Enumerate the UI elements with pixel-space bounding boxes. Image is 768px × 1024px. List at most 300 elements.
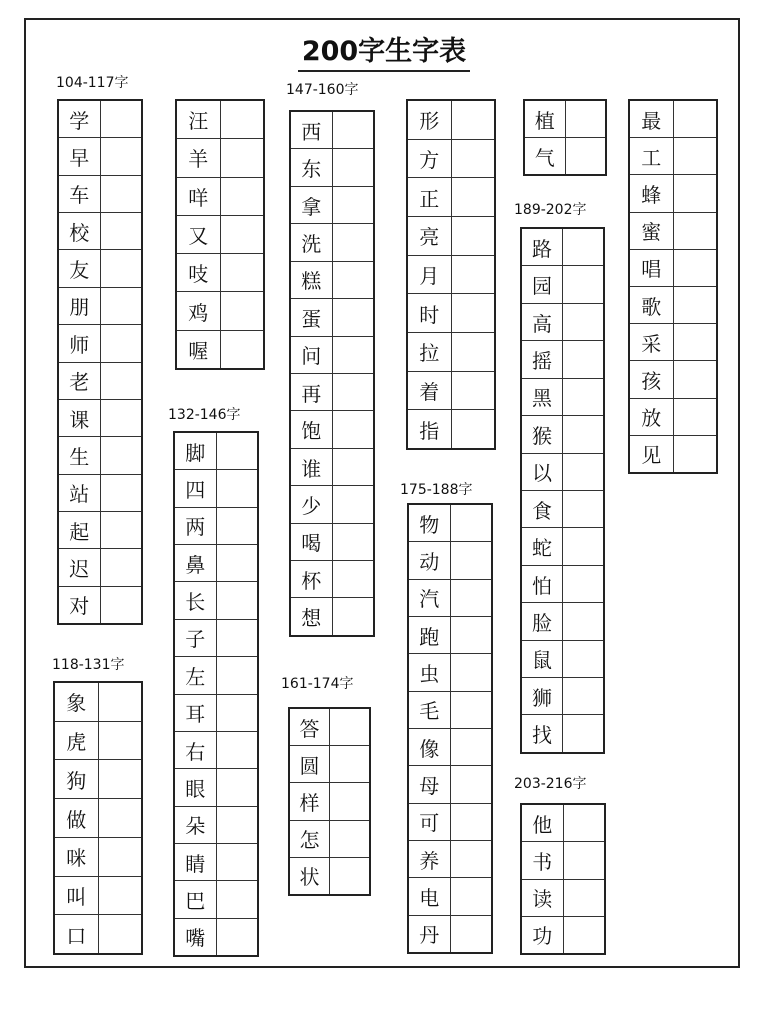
- char-row: [522, 378, 603, 415]
- practice-cell: [674, 101, 717, 137]
- char-grid-block: [53, 681, 143, 955]
- char-row: [291, 112, 373, 148]
- practice-cell: [452, 101, 495, 139]
- char-row: [408, 177, 494, 216]
- practice-cell: [101, 475, 142, 511]
- char-row: [291, 148, 373, 185]
- character-cell: 唱: [630, 250, 674, 286]
- character-cell: 拿: [291, 187, 333, 223]
- character-cell: 可: [409, 804, 451, 840]
- practice-cell: [674, 175, 717, 211]
- character-cell: 拉: [408, 333, 452, 371]
- character-cell: 咩: [177, 178, 221, 215]
- char-row: [177, 291, 263, 329]
- practice-cell: [99, 838, 142, 876]
- character-cell: 朋: [59, 288, 101, 324]
- group-label: 132-146字: [168, 407, 241, 423]
- practice-cell: [217, 620, 258, 656]
- practice-cell: [674, 138, 717, 174]
- char-row: [291, 448, 373, 485]
- char-row: [59, 399, 141, 436]
- char-grid-block: [175, 99, 265, 370]
- char-row: [522, 879, 604, 916]
- practice-cell: [563, 304, 603, 340]
- char-row: [409, 728, 491, 765]
- practice-cell: [674, 361, 717, 397]
- character-cell: 谁: [291, 449, 333, 485]
- character-cell: 园: [522, 266, 563, 302]
- practice-cell: [330, 821, 369, 857]
- character-cell: 指: [408, 410, 452, 448]
- practice-cell: [333, 411, 374, 447]
- practice-cell: [451, 916, 492, 952]
- char-row: [175, 768, 257, 805]
- character-cell: 想: [291, 598, 333, 634]
- char-row: [177, 177, 263, 215]
- practice-cell: [563, 678, 603, 714]
- character-cell: 课: [59, 400, 101, 436]
- char-row: [630, 212, 716, 249]
- char-row: [290, 857, 369, 894]
- practice-cell: [217, 732, 258, 768]
- character-cell: 最: [630, 101, 674, 137]
- char-row: [55, 683, 141, 721]
- character-cell: 车: [59, 176, 101, 212]
- char-row: [291, 560, 373, 597]
- char-row: [409, 616, 491, 653]
- char-row: [291, 597, 373, 634]
- practice-cell: [101, 437, 142, 473]
- group-label: 161-174字: [281, 676, 354, 692]
- practice-cell: [452, 294, 495, 332]
- char-row: [55, 876, 141, 915]
- character-cell: 读: [522, 880, 564, 916]
- practice-cell: [563, 454, 603, 490]
- character-cell: 问: [291, 337, 333, 373]
- char-row: [291, 298, 373, 335]
- practice-cell: [221, 331, 264, 368]
- character-cell: 摇: [522, 341, 563, 377]
- char-row: [55, 837, 141, 876]
- character-cell: 少: [291, 486, 333, 522]
- char-row: [290, 820, 369, 857]
- practice-cell: [217, 769, 258, 805]
- char-row: [177, 330, 263, 368]
- character-cell: 嘴: [175, 919, 217, 955]
- practice-cell: [217, 433, 258, 469]
- char-row: [291, 223, 373, 260]
- char-row: [290, 709, 369, 745]
- char-row: [59, 436, 141, 473]
- character-cell: 见: [630, 436, 674, 472]
- character-cell: 汪: [177, 101, 221, 138]
- character-cell: 以: [522, 454, 563, 490]
- character-cell: 蛋: [291, 299, 333, 335]
- char-row: [522, 841, 604, 878]
- practice-cell: [674, 287, 717, 323]
- character-cell: 做: [55, 799, 99, 837]
- character-cell: 功: [522, 917, 564, 953]
- char-row: [291, 523, 373, 560]
- practice-cell: [221, 139, 264, 176]
- practice-cell: [101, 512, 142, 548]
- character-cell: 眼: [175, 769, 217, 805]
- practice-cell: [563, 341, 603, 377]
- practice-cell: [451, 617, 492, 653]
- character-cell: 狗: [55, 760, 99, 798]
- practice-cell: [333, 112, 374, 148]
- practice-cell: [564, 842, 605, 878]
- practice-cell: [452, 256, 495, 294]
- char-row: [59, 175, 141, 212]
- character-cell: 脚: [175, 433, 217, 469]
- character-cell: 毛: [409, 692, 451, 728]
- char-row: [175, 581, 257, 618]
- group-label: 189-202字: [514, 202, 587, 218]
- character-cell: 长: [175, 582, 217, 618]
- practice-cell: [221, 254, 264, 291]
- character-cell: 站: [59, 475, 101, 511]
- character-cell: 虎: [55, 722, 99, 760]
- character-cell: 口: [55, 915, 99, 953]
- page-title: 200字生字表: [0, 36, 768, 72]
- practice-cell: [221, 216, 264, 253]
- practice-cell: [217, 582, 258, 618]
- character-cell: 象: [55, 683, 99, 721]
- practice-cell: [101, 213, 142, 249]
- character-cell: 鼻: [175, 545, 217, 581]
- character-cell: 糕: [291, 262, 333, 298]
- char-row: [630, 101, 716, 137]
- practice-cell: [333, 262, 374, 298]
- char-row: [290, 782, 369, 819]
- character-cell: 月: [408, 256, 452, 294]
- character-cell: 睛: [175, 844, 217, 880]
- char-row: [59, 511, 141, 548]
- character-cell: 状: [290, 858, 330, 894]
- char-row: [522, 490, 603, 527]
- practice-cell: [333, 486, 374, 522]
- character-cell: 他: [522, 805, 564, 841]
- character-cell: 朵: [175, 807, 217, 843]
- char-grid-block: [520, 227, 605, 754]
- character-cell: 杯: [291, 561, 333, 597]
- char-row: [525, 101, 605, 137]
- char-row: [177, 253, 263, 291]
- character-cell: 样: [290, 783, 330, 819]
- practice-cell: [563, 641, 603, 677]
- character-cell: 动: [409, 542, 451, 578]
- char-grid-block: [289, 110, 375, 637]
- character-cell: 学: [59, 101, 101, 137]
- char-row: [522, 916, 604, 953]
- group-label: 147-160字: [286, 82, 359, 98]
- char-row: [630, 435, 716, 472]
- char-row: [291, 186, 373, 223]
- char-row: [630, 360, 716, 397]
- character-cell: 答: [290, 709, 330, 745]
- character-cell: 路: [522, 229, 563, 265]
- char-grid-block: [628, 99, 718, 474]
- practice-cell: [674, 213, 717, 249]
- practice-cell: [333, 337, 374, 373]
- character-cell: 蜂: [630, 175, 674, 211]
- practice-cell: [101, 176, 142, 212]
- practice-cell: [674, 436, 717, 472]
- practice-cell: [451, 766, 492, 802]
- char-row: [55, 798, 141, 837]
- character-cell: 物: [409, 505, 451, 541]
- char-row: [409, 579, 491, 616]
- character-cell: 脸: [522, 603, 563, 639]
- character-cell: 友: [59, 250, 101, 286]
- practice-cell: [564, 917, 605, 953]
- char-grid-block: [173, 431, 259, 957]
- char-grid-block: [523, 99, 607, 176]
- practice-cell: [101, 250, 142, 286]
- character-cell: 东: [291, 149, 333, 185]
- character-cell: 鸡: [177, 292, 221, 329]
- char-row: [522, 303, 603, 340]
- practice-cell: [452, 333, 495, 371]
- character-cell: 怎: [290, 821, 330, 857]
- character-cell: 鼠: [522, 641, 563, 677]
- practice-cell: [451, 542, 492, 578]
- character-cell: 丹: [409, 916, 451, 952]
- practice-cell: [99, 915, 142, 953]
- char-row: [409, 653, 491, 690]
- char-row: [59, 474, 141, 511]
- practice-cell: [333, 187, 374, 223]
- practice-cell: [563, 715, 603, 751]
- char-row: [291, 336, 373, 373]
- char-row: [522, 714, 603, 751]
- practice-cell: [221, 178, 264, 215]
- char-row: [290, 745, 369, 782]
- char-row: [291, 373, 373, 410]
- practice-cell: [217, 657, 258, 693]
- practice-cell: [221, 292, 264, 329]
- character-cell: 放: [630, 399, 674, 435]
- char-row: [59, 101, 141, 137]
- practice-cell: [451, 654, 492, 690]
- char-row: [408, 332, 494, 371]
- character-cell: 亮: [408, 217, 452, 255]
- practice-cell: [99, 722, 142, 760]
- practice-cell: [566, 101, 606, 137]
- char-row: [522, 527, 603, 564]
- char-row: [175, 880, 257, 917]
- char-grid-block: [407, 503, 493, 954]
- practice-cell: [217, 470, 258, 506]
- character-cell: 母: [409, 766, 451, 802]
- char-row: [522, 265, 603, 302]
- character-cell: 形: [408, 101, 452, 139]
- practice-cell: [99, 799, 142, 837]
- practice-cell: [333, 299, 374, 335]
- practice-cell: [217, 508, 258, 544]
- character-cell: 养: [409, 841, 451, 877]
- char-row: [408, 216, 494, 255]
- practice-cell: [330, 746, 369, 782]
- char-row: [409, 877, 491, 914]
- char-row: [522, 805, 604, 841]
- character-cell: 汽: [409, 580, 451, 616]
- group-label: 203-216字: [514, 776, 587, 792]
- char-row: [408, 409, 494, 448]
- character-cell: 又: [177, 216, 221, 253]
- char-grid-block: [406, 99, 496, 450]
- char-row: [409, 691, 491, 728]
- character-cell: 黑: [522, 379, 563, 415]
- character-cell: 着: [408, 372, 452, 410]
- character-cell: 左: [175, 657, 217, 693]
- character-cell: 方: [408, 140, 452, 178]
- character-cell: 圆: [290, 746, 330, 782]
- practice-cell: [333, 598, 374, 634]
- character-cell: 右: [175, 732, 217, 768]
- char-row: [630, 286, 716, 323]
- char-row: [59, 212, 141, 249]
- practice-cell: [99, 877, 142, 915]
- char-row: [630, 137, 716, 174]
- char-row: [408, 101, 494, 139]
- character-cell: 气: [525, 138, 566, 174]
- char-row: [409, 803, 491, 840]
- char-row: [175, 544, 257, 581]
- character-cell: 像: [409, 729, 451, 765]
- character-cell: 生: [59, 437, 101, 473]
- char-row: [408, 293, 494, 332]
- char-row: [175, 507, 257, 544]
- practice-cell: [333, 561, 374, 597]
- practice-cell: [564, 880, 605, 916]
- group-label: 104-117字: [56, 75, 129, 91]
- char-row: [55, 759, 141, 798]
- char-row: [175, 806, 257, 843]
- character-cell: 工: [630, 138, 674, 174]
- character-cell: 书: [522, 842, 564, 878]
- practice-cell: [333, 524, 374, 560]
- character-cell: 子: [175, 620, 217, 656]
- practice-cell: [674, 399, 717, 435]
- char-row: [522, 229, 603, 265]
- character-cell: 对: [59, 587, 101, 623]
- practice-cell: [451, 692, 492, 728]
- char-row: [59, 137, 141, 174]
- character-cell: 植: [525, 101, 566, 137]
- character-cell: 狮: [522, 678, 563, 714]
- character-cell: 怕: [522, 566, 563, 602]
- character-cell: 早: [59, 138, 101, 174]
- practice-cell: [451, 841, 492, 877]
- practice-cell: [217, 919, 258, 955]
- practice-cell: [101, 288, 142, 324]
- char-row: [59, 287, 141, 324]
- practice-cell: [101, 363, 142, 399]
- practice-cell: [330, 709, 369, 745]
- char-row: [408, 139, 494, 178]
- practice-cell: [217, 881, 258, 917]
- char-row: [55, 721, 141, 760]
- character-cell: 蜜: [630, 213, 674, 249]
- practice-cell: [563, 603, 603, 639]
- char-row: [409, 765, 491, 802]
- character-cell: 西: [291, 112, 333, 148]
- practice-cell: [563, 528, 603, 564]
- char-row: [59, 362, 141, 399]
- character-cell: 校: [59, 213, 101, 249]
- practice-cell: [563, 416, 603, 452]
- char-row: [177, 138, 263, 176]
- practice-cell: [674, 250, 717, 286]
- char-row: [522, 677, 603, 714]
- char-row: [408, 371, 494, 410]
- character-cell: 电: [409, 878, 451, 914]
- character-cell: 再: [291, 374, 333, 410]
- char-row: [522, 565, 603, 602]
- practice-cell: [101, 138, 142, 174]
- char-row: [175, 433, 257, 469]
- char-row: [175, 843, 257, 880]
- practice-cell: [99, 683, 142, 721]
- practice-cell: [333, 449, 374, 485]
- character-cell: 虫: [409, 654, 451, 690]
- practice-cell: [564, 805, 605, 841]
- char-grid-block: [57, 99, 143, 625]
- char-row: [175, 731, 257, 768]
- char-row: [291, 485, 373, 522]
- char-grid-block: [520, 803, 606, 955]
- practice-cell: [563, 266, 603, 302]
- practice-cell: [452, 217, 495, 255]
- character-cell: 歌: [630, 287, 674, 323]
- character-cell: 羊: [177, 139, 221, 176]
- practice-cell: [217, 545, 258, 581]
- practice-cell: [563, 229, 603, 265]
- char-row: [522, 415, 603, 452]
- practice-cell: [563, 566, 603, 602]
- character-cell: 起: [59, 512, 101, 548]
- char-row: [175, 619, 257, 656]
- practice-cell: [452, 410, 495, 448]
- char-row: [408, 255, 494, 294]
- char-row: [177, 215, 263, 253]
- character-cell: 正: [408, 178, 452, 216]
- char-row: [175, 918, 257, 955]
- char-row: [291, 410, 373, 447]
- practice-cell: [330, 783, 369, 819]
- practice-cell: [333, 224, 374, 260]
- character-cell: 跑: [409, 617, 451, 653]
- character-cell: 高: [522, 304, 563, 340]
- group-label: 175-188字: [400, 482, 473, 498]
- practice-cell: [101, 587, 142, 623]
- char-row: [175, 656, 257, 693]
- practice-cell: [101, 400, 142, 436]
- practice-cell: [452, 372, 495, 410]
- practice-cell: [221, 101, 264, 138]
- character-cell: 耳: [175, 695, 217, 731]
- char-row: [409, 505, 491, 541]
- practice-cell: [451, 804, 492, 840]
- practice-cell: [99, 760, 142, 798]
- char-row: [630, 398, 716, 435]
- character-cell: 四: [175, 470, 217, 506]
- practice-cell: [452, 140, 495, 178]
- character-cell: 孩: [630, 361, 674, 397]
- practice-cell: [217, 695, 258, 731]
